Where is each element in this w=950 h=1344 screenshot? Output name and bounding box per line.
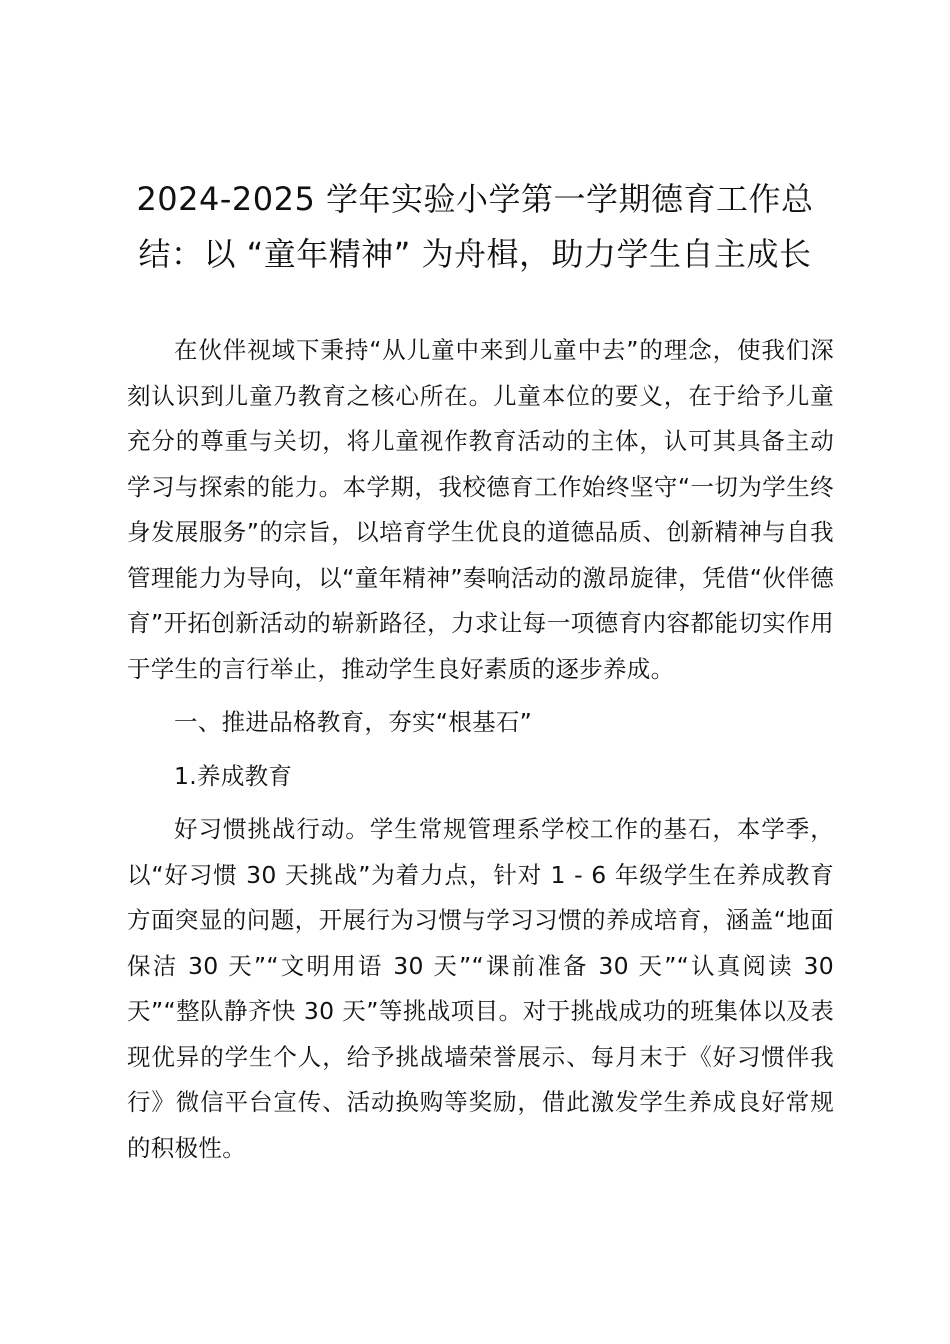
document-body (127, 328, 834, 1179)
subsection-paragraph: 好习惯挑战行动。学生常规管理系学校工作的基石，本学季，以“好习惯 30 天挑战”为着力点，针对 1 - 6 年级学生在养成教育方面突显的问题，开展行为习惯与学习习惯的养成培育，涵盖“地面保洁 30 天”“文明用语 30 天”“课前准备 30 天”“认真阅读 30 天”“整队静齐快 30 天”等挑战项目。对于挑战成功的班集体以及表现优异的学生个人，给予挑战墙荣誉展示、每月末于《好习惯伴我行》微信平台宣传、活动换购等奖励，借此激发学生养成良好常规的积极性。 (127, 815, 834, 1162)
section-heading: 一、推进品格教育，夯实“根基石” (174, 708, 533, 736)
subsection-heading: 1.养成教育 (174, 761, 293, 790)
intro-paragraph: 在伙伴视域下秉持“从儿童中来到儿童中去”的理念，使我们深刻认识到儿童乃教育之核心所在。儿童本位的要义，在于给予儿童充分的尊重与关切，将儿童视作教育活动的主体，认可其具备主动学习与探索的能力。本学期，我校德育工作始终坚守“一切为学生终身发展服务”的宗旨，以培育学生优良的道德品质、创新精神与自我管理能力为导向，以“童年精神”奏响活动的激昂旋律，凭借“伙伴德育”开拓创新活动的崭新路径，力求让每一项德育内容都能切实作用于学生的言行举止，推动学生良好素质的逐步养成。 (127, 336, 834, 683)
document-title: 2024-2025 学年实验小学第一学期德育工作总结：以 “童年精神” 为舟楫，助力学生自主成长 (136, 180, 814, 273)
